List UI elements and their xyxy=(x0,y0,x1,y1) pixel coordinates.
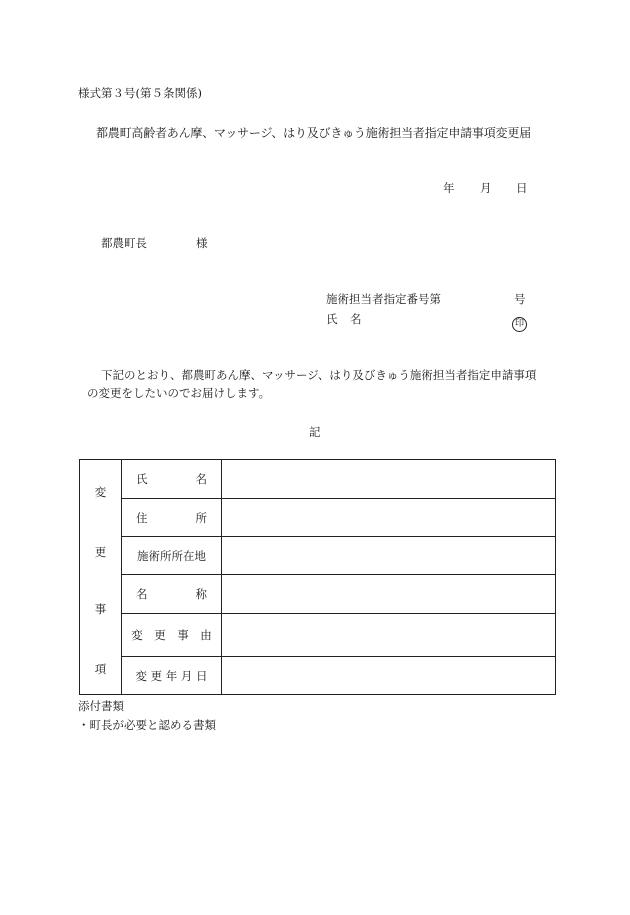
value-cell-change-date[interactable] xyxy=(222,657,556,695)
row-label: 住 所 xyxy=(122,499,222,537)
document-title: 都農町高齢者あん摩、マッサージ、はり及びきゅう施術担当者指定申請事項変更届 xyxy=(96,126,531,140)
change-items-table xyxy=(79,459,556,695)
designation-number-suffix: 号 xyxy=(514,292,526,306)
ki-heading: 記 xyxy=(309,425,321,439)
row-label: 施術所所在地 xyxy=(122,537,222,575)
vertical-char: 項 xyxy=(94,662,107,676)
value-cell-address[interactable] xyxy=(222,499,556,537)
row-label: 変 更 事 由 xyxy=(122,614,222,657)
vertical-char: 事 xyxy=(94,602,107,616)
row-label: 変 更 年 月 日 xyxy=(122,657,222,695)
vertical-label-cell xyxy=(80,460,122,695)
date-year: 年 xyxy=(443,181,455,195)
value-cell-change-reason[interactable] xyxy=(222,614,556,657)
designation-number-label: 施術担当者指定番号第 xyxy=(326,292,441,306)
value-cell-clinic-location[interactable] xyxy=(222,537,556,575)
body-text-line2: の変更をしたいのでお届けします。 xyxy=(87,386,271,400)
vertical-char: 更 xyxy=(94,545,107,559)
addressee-name: 都農町長 xyxy=(101,236,147,250)
date-day: 日 xyxy=(516,181,528,195)
applicant-name-label-1: 氏 xyxy=(326,312,338,326)
row-label: 氏 名 xyxy=(122,460,222,499)
value-cell-name[interactable] xyxy=(222,460,556,499)
body-text-line1: 下記のとおり、都農町あん摩、マッサージ、はり及びきゅう施術担当者指定申請事項 xyxy=(101,368,537,382)
addressee-honorific: 様 xyxy=(196,236,208,250)
applicant-name-label-2: 名 xyxy=(350,312,362,326)
seal-icon: 印 xyxy=(512,317,527,332)
vertical-char: 変 xyxy=(94,485,107,499)
date-month: 月 xyxy=(480,181,492,195)
row-label: 名 称 xyxy=(122,575,222,614)
form-number: 様式第３号(第５条関係) xyxy=(78,86,202,100)
value-cell-clinic-name[interactable] xyxy=(222,575,556,614)
seal-mark xyxy=(512,311,527,332)
attachments-heading: 添付書類 xyxy=(78,699,124,713)
attachments-item: ・町長が必要と認める書類 xyxy=(78,718,216,732)
